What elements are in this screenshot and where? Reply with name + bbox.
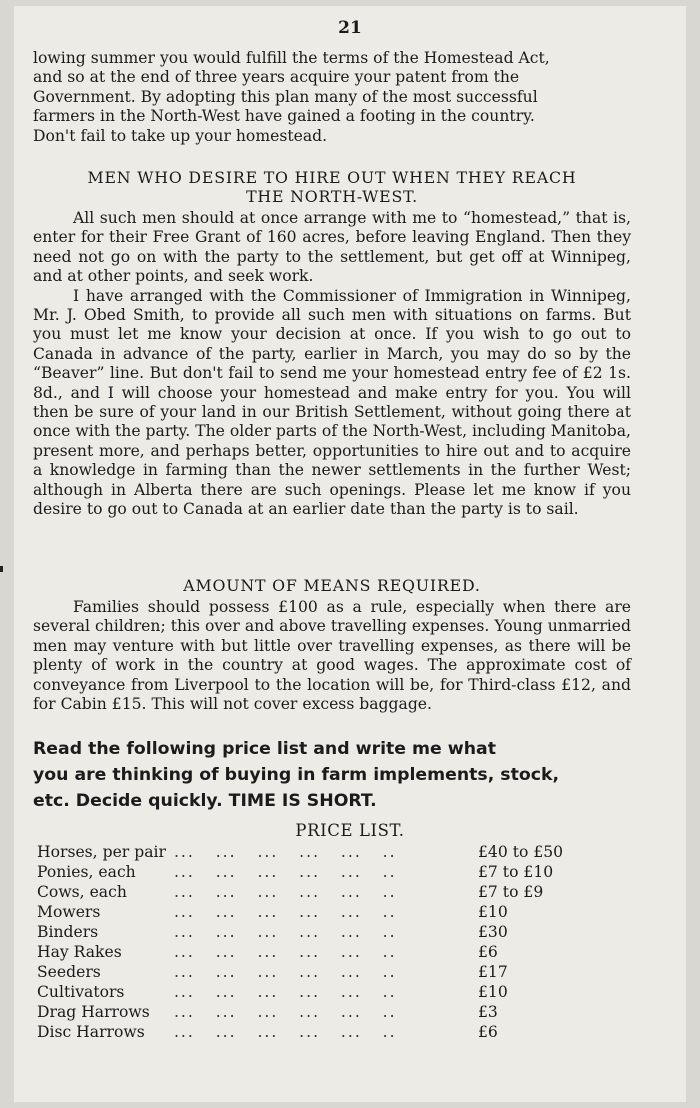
price-value: £30 xyxy=(478,923,508,941)
intro-paragraph xyxy=(33,49,631,146)
price-value: £10 xyxy=(478,983,508,1001)
hire-paragraph-1: All such men should at once arrange with me to “homestead,” that is, enter for their Free Grant of 160 acres, before leaving England. Then they need not go on with the party to the settlement, but get off at Winnipeg, and at other points, and seek work. xyxy=(33,209,631,286)
price-value: £7 to £10 xyxy=(478,863,554,881)
hire-heading xyxy=(33,168,631,206)
leader-dots: ... ... ... ... ... .. xyxy=(167,883,397,901)
price-value: £17 xyxy=(478,963,508,981)
hire-body xyxy=(33,209,631,520)
means-paragraph: Families should possess £100 as a rule, especially when there are several children; this over and above travelling expenses. Young unmarried men may venture with but little over travelling expenses, as there will be plenty of work in the country at good wages. The approximate cost of conveyance from Liverpool to the location will be, for Third-class £12, and for Cabin £15. This will not cover excess baggage. xyxy=(33,598,631,714)
price-item-name: Cows, each xyxy=(37,883,127,901)
price-item-name: Disc Harrows xyxy=(37,1023,145,1041)
leader-dots: ... ... ... ... ... .. xyxy=(167,963,397,981)
notice-line: etc. Decide quickly. TIME IS SHORT. xyxy=(33,791,377,811)
price-list-notice xyxy=(33,736,633,814)
leader-dots: ... ... ... ... ... .. xyxy=(167,1003,397,1021)
price-value: £10 xyxy=(478,903,508,921)
leader-dots: ... ... ... ... ... .. xyxy=(167,843,397,861)
means-body xyxy=(33,598,631,714)
intro-line: Don't fail to take up your homestead. xyxy=(33,126,328,145)
price-item-name: Horses, per pair xyxy=(37,843,166,861)
price-value: £3 xyxy=(478,1003,498,1021)
price-value: £6 xyxy=(478,943,498,961)
price-row xyxy=(37,1022,597,1042)
price-row xyxy=(37,842,597,862)
price-row xyxy=(37,882,597,902)
intro-line: lowing summer you would fulfill the terms of the Homestead Act, xyxy=(33,49,550,67)
hire-paragraph-2: I have arranged with the Commissioner of Immigration in Winnipeg, Mr. J. Obed Smith, to provide all such men with situations on farms. But you must let me know your decision at once. If you wish to go out to Canada in advance of the party, earlier in March, you may do so by the “Beaver” line. But don't fail to send me your homestead entry fee of £2 1s. 8d., and I will choose your homestead and make entry for you. You will then be sure of your land in our British Settlement, without going there at once with the party. The older parts of the North-West, including Manitoba, present more, and perhaps better, opportunities to hire out and to acquire a knowledge in farming than the newer settlements in the further West; although in Alberta there are such openings. Please let me know if you desire to go out to Canada at an earlier date than the party is to sail. xyxy=(33,286,631,519)
price-value: £6 xyxy=(478,1023,498,1041)
price-item-name: Seeders xyxy=(37,963,101,981)
price-row xyxy=(37,922,597,942)
price-item-name: Cultivators xyxy=(37,983,125,1001)
intro-line: Government. By adopting this plan many of the most successful xyxy=(33,87,538,106)
leader-dots: ... ... ... ... ... .. xyxy=(167,983,397,1001)
hire-heading-line1: MEN WHO DESIRE TO HIRE OUT WHEN THEY REACH xyxy=(87,168,577,187)
price-item-name: Drag Harrows xyxy=(37,1003,150,1021)
leader-dots: ... ... ... ... ... .. xyxy=(167,903,397,921)
price-list-title: PRICE LIST. xyxy=(295,821,405,840)
price-item-name: Hay Rakes xyxy=(37,943,122,961)
price-value: £40 to £50 xyxy=(478,843,564,861)
leader-dots: ... ... ... ... ... .. xyxy=(167,1023,397,1041)
price-item-name: Binders xyxy=(37,923,99,941)
margin-mark xyxy=(0,566,3,572)
price-item-name: Mowers xyxy=(37,903,101,921)
page-number: 21 xyxy=(338,18,362,38)
price-row xyxy=(37,982,597,1002)
leader-dots: ... ... ... ... ... .. xyxy=(167,863,397,881)
price-row xyxy=(37,942,597,962)
leader-dots: ... ... ... ... ... .. xyxy=(167,943,397,961)
price-row xyxy=(37,1002,597,1022)
intro-line: and so at the end of three years acquire your patent from the xyxy=(33,68,520,87)
leader-dots: ... ... ... ... ... .. xyxy=(167,923,397,941)
hire-heading-line2: THE NORTH-WEST. xyxy=(246,187,418,206)
price-item-name: Ponies, each xyxy=(37,863,136,881)
price-list-table xyxy=(37,842,597,1042)
price-row xyxy=(37,962,597,982)
price-value: £7 to £9 xyxy=(478,883,544,901)
price-row xyxy=(37,862,597,882)
means-heading: AMOUNT OF MEANS REQUIRED. xyxy=(183,576,481,595)
document-page xyxy=(14,6,686,1102)
price-row xyxy=(37,902,597,922)
notice-line: Read the following price list and write me what xyxy=(33,739,496,759)
notice-line: you are thinking of buying in farm implements, stock, xyxy=(33,765,560,785)
intro-line: farmers in the North-West have gained a footing in the country. xyxy=(33,107,535,126)
